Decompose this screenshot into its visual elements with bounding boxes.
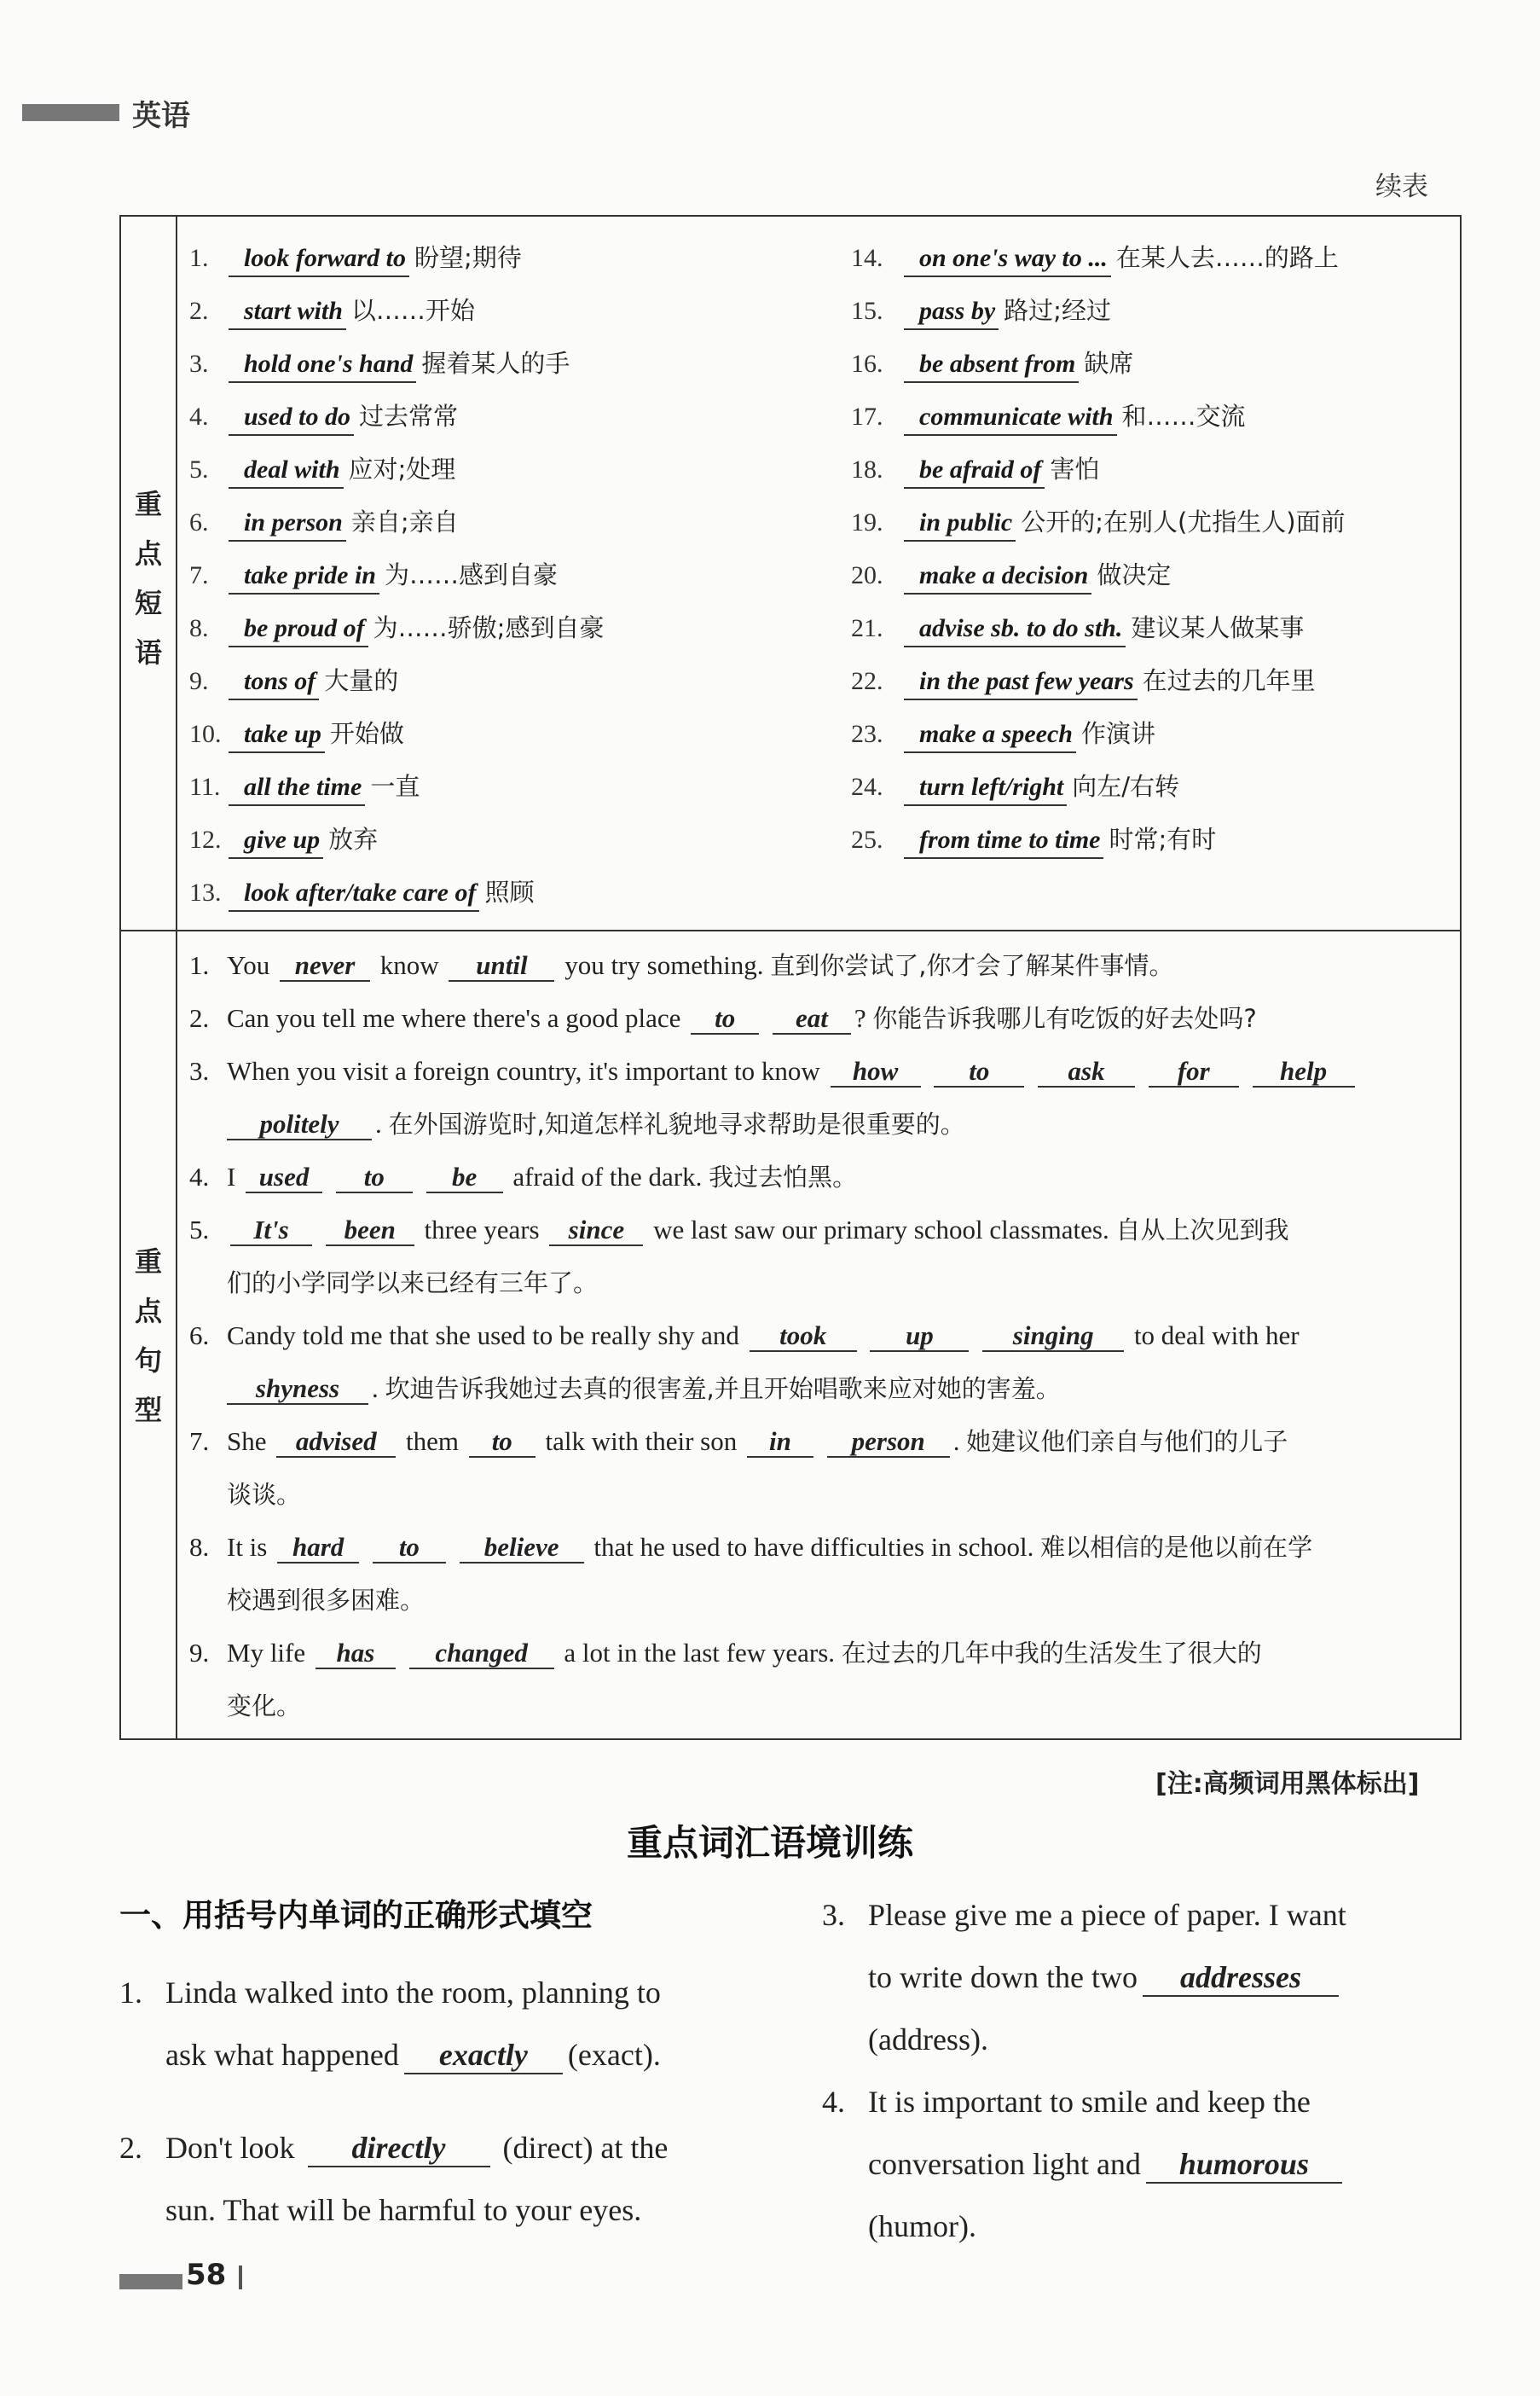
part-heading: 一、用括号内单词的正确形式填空 xyxy=(119,1897,593,1934)
footer-bar xyxy=(119,2274,182,2289)
phrase-item: 8. be proud of 为……骄傲;感到自豪 xyxy=(189,611,604,647)
sentence-item: 8. It is hard to believe that he used to have difficulties in school. 难以相信的是他以前在学 校遇到很多困难。 xyxy=(189,1532,1313,1615)
phrase-item: 10. take up 开始做 xyxy=(189,716,404,753)
phrase-item: 12. give up 放弃 xyxy=(189,822,378,859)
phrase-item: 9. tons of 大量的 xyxy=(189,664,398,700)
phrase-item: 19. in public 公开的;在别人(尤指生人)面前 xyxy=(851,505,1346,542)
phrase-item: 17. communicate with 和……交流 xyxy=(851,399,1246,436)
continued-label: 续表 xyxy=(1375,171,1428,202)
table-column-divider xyxy=(176,217,177,1738)
sentence-item: 6. Candy told me that she used to be really shy and took up singing to deal with her shyness . 坎迪告诉我她过去真的很害羞,并且开始唱歌来应对她的害羞。 xyxy=(189,1320,1300,1403)
phrase-item: 6. in person 亲自;亲自 xyxy=(189,505,459,542)
sentence-item: 7. She advised them to talk with their son in person . 她建议他们亲自与他们的儿子 谈谈。 xyxy=(189,1426,1288,1509)
phrase-item: 13. look after/take care of 照顾 xyxy=(189,875,534,912)
phrase-item: 1. look forward to 盼望;期待 xyxy=(189,241,522,277)
phrase-item: 11. all the time 一直 xyxy=(189,769,420,806)
exercise-item: 1. Linda walked into the room, planning to ask what happened exactly (exact). xyxy=(119,1962,757,2086)
phrase-item: 20. make a decision 做决定 xyxy=(851,558,1171,595)
phrase-item: 16. be absent from 缺席 xyxy=(851,346,1133,383)
subject-label: 英语 xyxy=(132,99,190,133)
sentence-item: 5. It's been three years since we last saw our primary school classmates. 自从上次见到我 们的小学同学以来已经有三年了。 xyxy=(189,1215,1289,1297)
sentence-item: 9. My life has changed a lot in the last few years. 在过去的几年中我的生活发生了很大的 变化。 xyxy=(189,1638,1262,1720)
phrase-item: 14. on one's way to ... 在某人去……的路上 xyxy=(851,241,1339,277)
sentences-section-label: 重 点 句 型 xyxy=(134,1245,162,1426)
phrase-item: 22. in the past few years 在过去的几年里 xyxy=(851,664,1316,700)
phrase-item: 3. hold one's hand 握着某人的手 xyxy=(189,346,570,383)
phrase-item: 2. start with 以……开始 xyxy=(189,293,475,330)
sentence-item: 2. Can you tell me where there's a good place to eat ? 你能告诉我哪儿有吃饭的好去处吗? xyxy=(189,1003,1257,1033)
phrase-item: 24. turn left/right 向左/右转 xyxy=(851,769,1179,806)
header-bar xyxy=(22,104,119,121)
exercise-item: 3. Please give me a piece of paper. I want to write down the two addresses (address). xyxy=(822,1898,1346,2057)
phrase-item: 5. deal with 应对;处理 xyxy=(189,452,455,489)
sentence-item: 4. I used to be afraid of the dark. 我过去怕黑。 xyxy=(189,1162,858,1192)
exercise-item: 2. Don't look directly (direct) at the sun. That will be harmful to your eyes. xyxy=(119,2131,669,2227)
table-row-divider xyxy=(121,930,1460,931)
phrase-item: 25. from time to time 时常;有时 xyxy=(851,822,1216,859)
sentence-item: 3. When you visit a foreign country, it's important to know how to ask for help politely . 在外国游览时,知道怎样礼貌地寻求帮助是很重要的。 xyxy=(189,1045,1451,1151)
exercise-item: 4. It is important to smile and keep the conversation light and humorous (humor). xyxy=(822,2071,1460,2258)
phrase-item: 18. be afraid of 害怕 xyxy=(851,452,1099,489)
footer-mark xyxy=(239,2265,242,2289)
sentence-item: 1. You never know until you try something. 直到你尝试了,你才会了解某件事情。 xyxy=(189,950,1174,980)
phrase-item: 4. used to do 过去常常 xyxy=(189,399,458,436)
section-title: 重点词汇语境训练 xyxy=(626,1822,913,1864)
phrases-section-label: 重 点 短 语 xyxy=(134,488,162,669)
page-number: 58 xyxy=(186,2258,227,2292)
note-text: [注:高频词用黑体标出] xyxy=(1155,1769,1420,1799)
phrase-item: 21. advise sb. to do sth. 建议某人做某事 xyxy=(851,611,1304,647)
phrase-item: 15. pass by 路过;经过 xyxy=(851,293,1111,330)
phrase-item: 23. make a speech 作演讲 xyxy=(851,716,1155,753)
phrase-item: 7. take pride in 为……感到自豪 xyxy=(189,558,558,595)
